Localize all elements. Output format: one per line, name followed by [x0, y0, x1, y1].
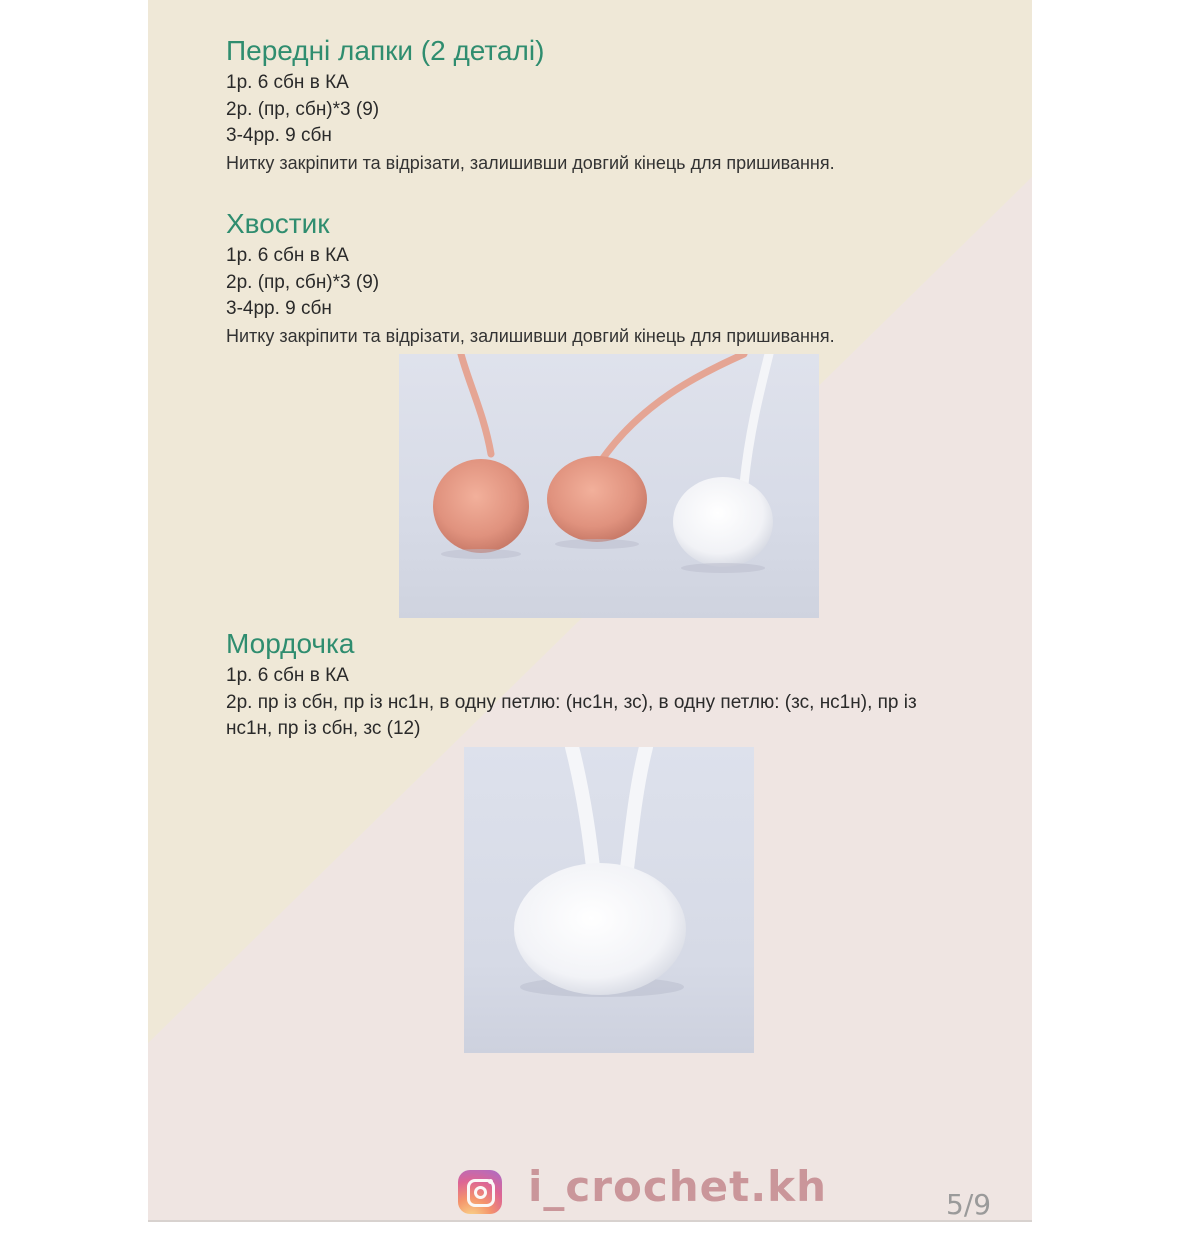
document-page — [148, 0, 1032, 1220]
pompoms-illustration — [399, 354, 819, 618]
pompoms-photo — [399, 354, 819, 618]
page-edge — [148, 1220, 1032, 1222]
instagram-handle: i_crochet.kh — [528, 1162, 828, 1211]
section-title: Хвостик — [226, 208, 330, 239]
section-front-paws — [226, 32, 986, 176]
section-title: Передні лапки (2 деталі) — [226, 35, 545, 66]
row-line: нс1н, пр із сбн, зс (12) — [226, 718, 421, 739]
row-line: 2р. (пр, сбн)*3 (9) — [226, 271, 380, 293]
row-line: 1р. 6 сбн в КА — [226, 245, 349, 266]
section-muzzle — [226, 625, 986, 743]
section-tail — [226, 205, 986, 349]
instagram-icon — [458, 1170, 502, 1214]
row-line: 2р. пр із сбн, пр із нс1н, в одну петлю: (нс1н, зс), в одну петлю: (зс, нс1н), пр із — [226, 691, 917, 713]
section-note: Нитку закріпити та відрізати, залишивши довгий кінець для пришивання. — [226, 152, 835, 173]
row-line: 3-4рр. 9 сбн — [226, 125, 332, 146]
row-line: 1р. 6 сбн в КА — [226, 665, 349, 686]
section-note: Нитку закріпити та відрізати, залишивши довгий кінець для пришивання. — [226, 325, 835, 346]
row-line: 1р. 6 сбн в КА — [226, 72, 349, 93]
section-title: Мордочка — [226, 628, 355, 659]
row-line: 2р. (пр, сбн)*3 (9) — [226, 98, 380, 120]
page-number: 5/9 — [946, 1188, 992, 1221]
muzzle-photo — [464, 747, 754, 1053]
muzzle-illustration — [464, 747, 754, 1053]
row-line: 3-4рр. 9 сбн — [226, 298, 332, 319]
